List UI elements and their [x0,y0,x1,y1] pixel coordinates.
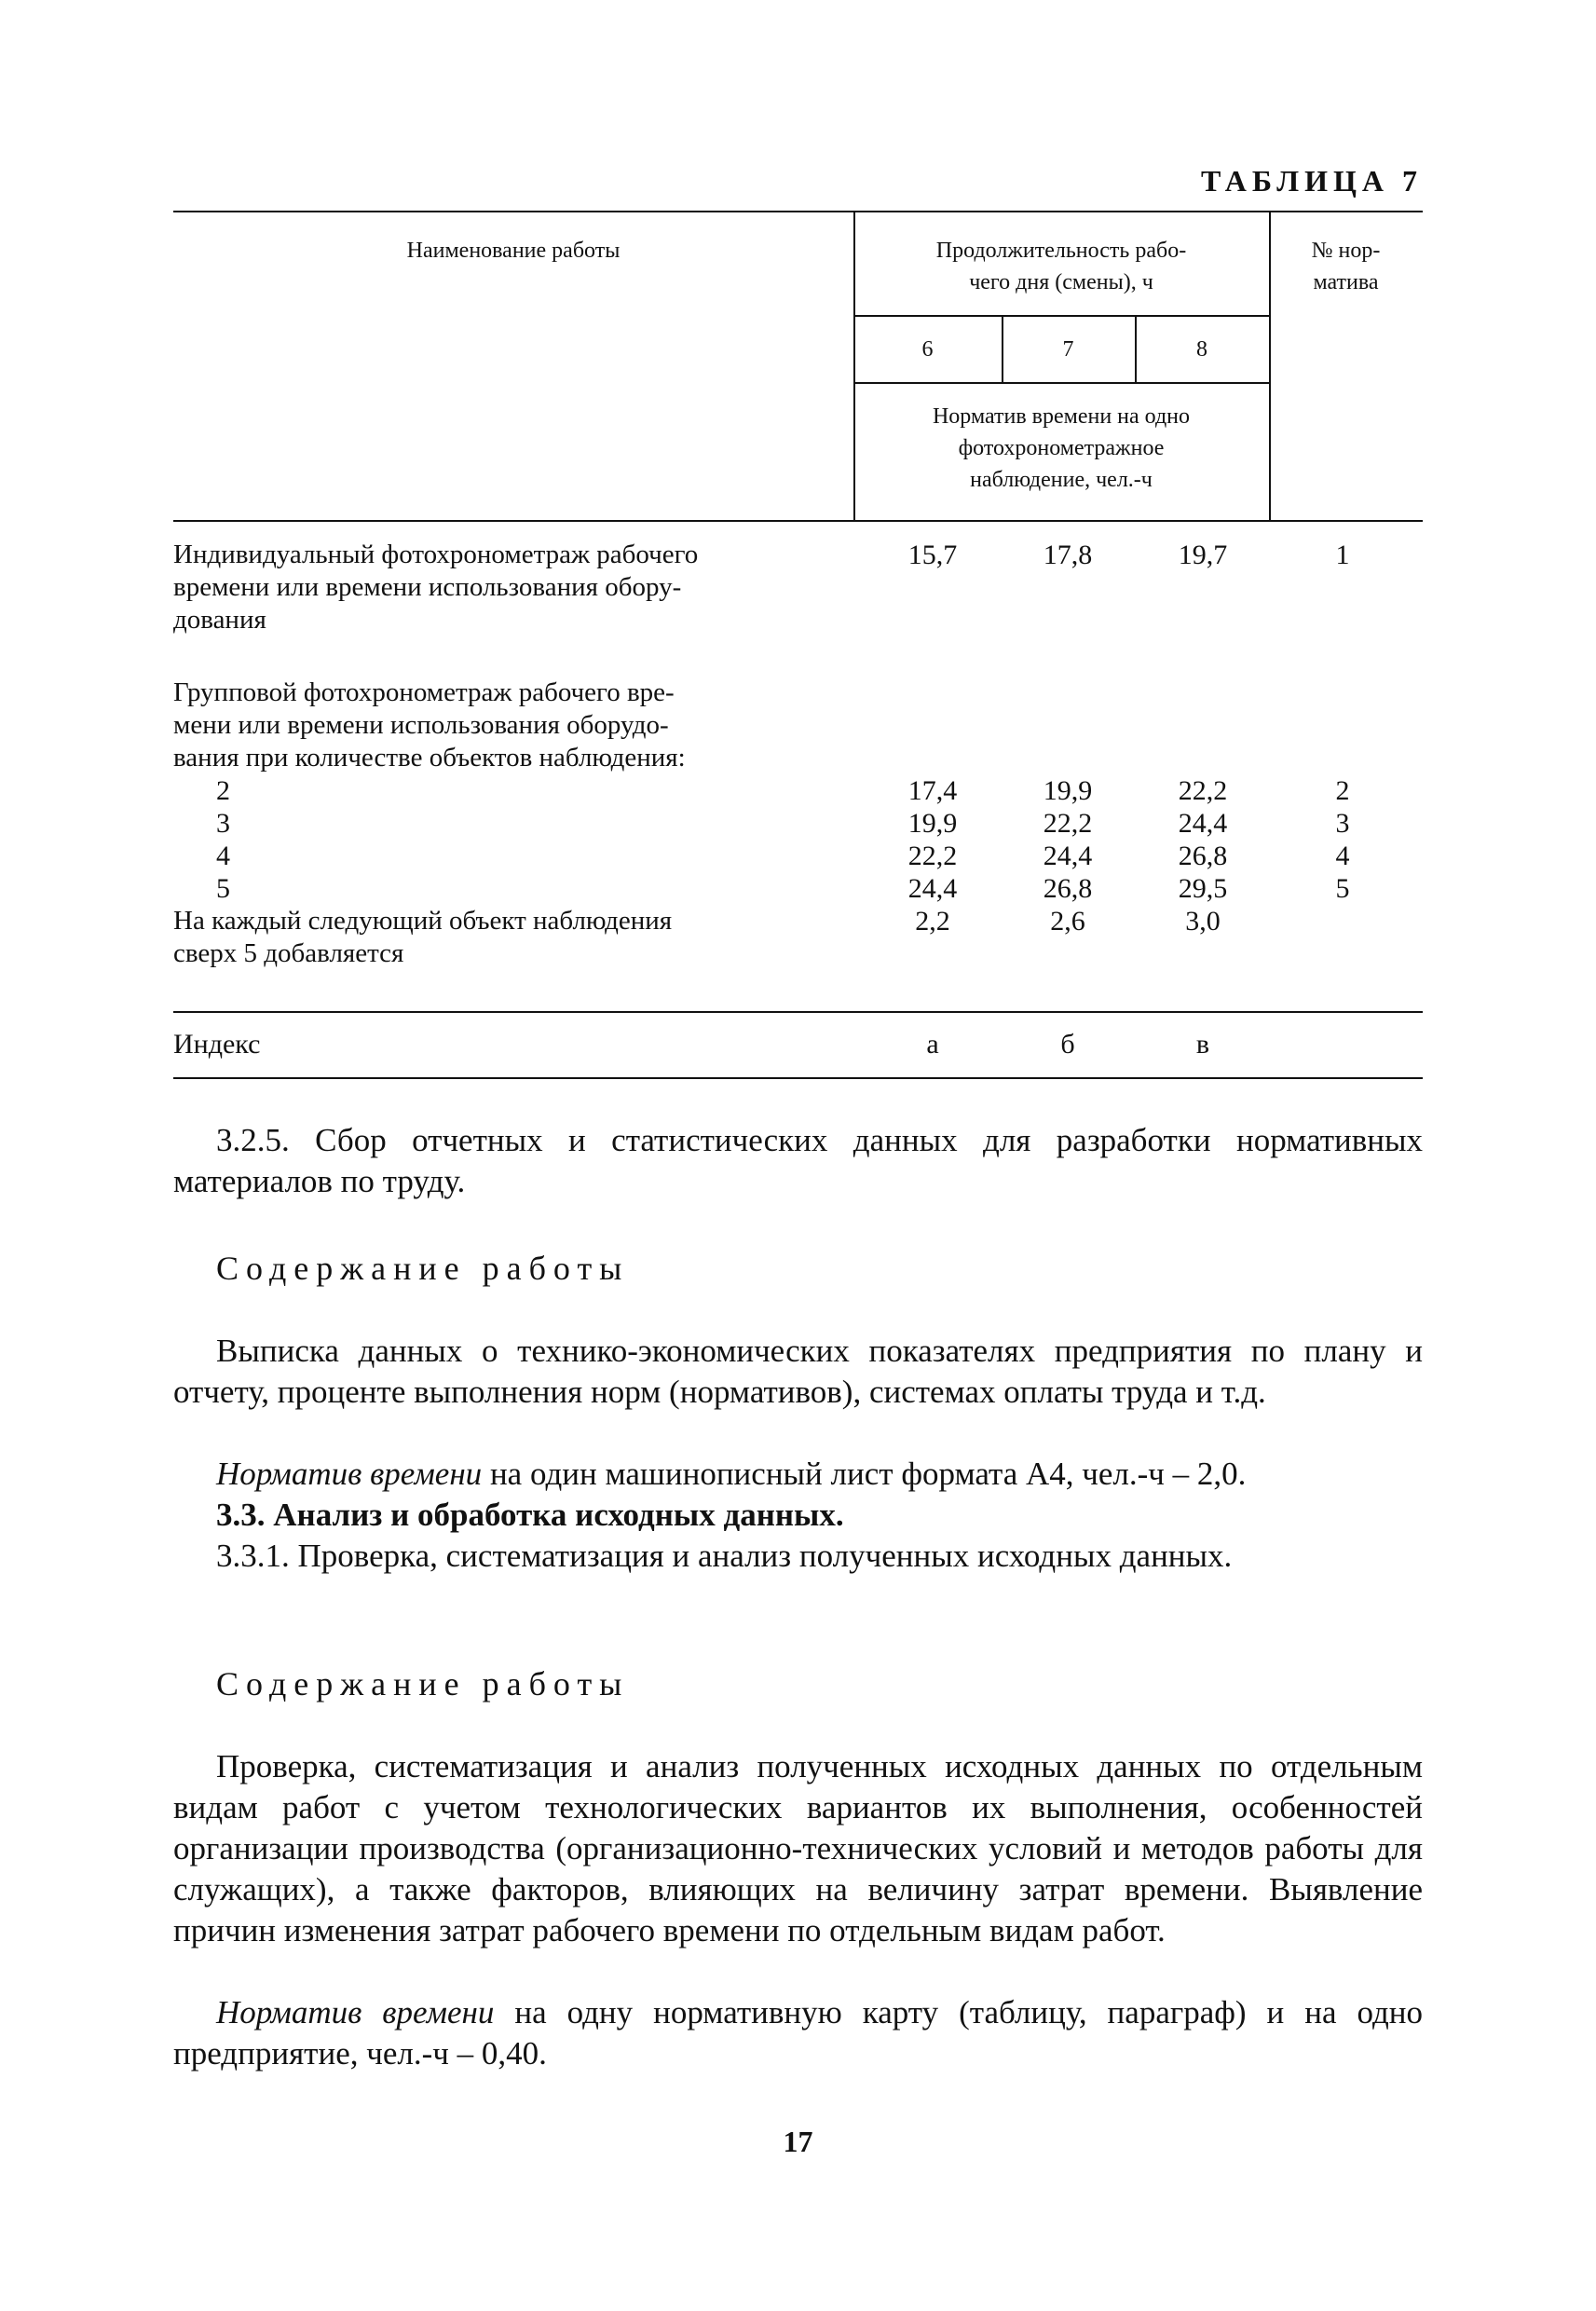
paragraph-check-analysis: Проверка, систематизация и анализ полученных исходных данных по отдельным видам работ с учетом технологических вариантов их выполнения, особенностей организации производства (организационно-технических условий и методов работы для служащих), а также факторов, влияющих на величину затрат времени. Выявление причин изменения затрат рабочего времени по отдельным видам работ. [173,1748,1423,1949]
table-caption: ТАБЛИЦА 7 [1201,164,1423,198]
group-4-val-7: 24,4 [1043,841,1093,871]
group-count-4: 4 [216,841,230,871]
time-norm-label-2: Норматив времени [216,1994,495,2031]
group-5-val-8: 29,5 [1178,873,1228,904]
duration-sub-rule [853,315,1269,317]
time-norm-rest-1: на один машинописный лист формата А4, чел.-ч – 2,0. [482,1456,1247,1492]
paragraph-extract: Выписка данных о технико-экономических показателях предприятия по плану и отчету, проценте выполнения норм (нормативов), системах оплаты труда и т.д. [173,1333,1423,1410]
page-number: 17 [783,2125,813,2158]
row-extra-val-8: 3,0 [1185,906,1221,937]
paragraph-3-3-1: 3.3.1. Проверка, систематизация и анализ полученных исходных данных. [216,1538,1233,1574]
header-duration-line1: Продолжительность рабо- [935,239,1187,263]
row-group-line2: мени или времени использования оборудо- [173,710,669,740]
header-duration-line2: чего дня (смены), ч [969,270,1153,294]
heading-work-content-2: Содержание работы [216,1665,630,1702]
header-hours-6: 6 [921,337,934,362]
header-norm-no-line1: № нор- [1311,239,1381,263]
row-extra-label [173,905,881,970]
row-individual-line2: времени или времени использования обору- [173,572,682,602]
row-individual-val-7: 17,8 [1043,540,1093,570]
row-individual-val-6: 15,7 [907,540,958,570]
row-individual-line3: дования [173,605,266,635]
time-norm-rest-2: на одну нормативную карту (таблицу, параграф) и на одно предприятие, чел.-ч – 0,40. [173,1994,1423,2072]
group-3-val-6: 19,9 [907,808,958,839]
row-extra-line1: На каждый следующий объект наблюдения [173,906,673,936]
header-time-norm-line1: Норматив времени на одно [932,404,1191,429]
row-individual-norm: 1 [1335,540,1350,570]
group-5-val-6: 24,4 [907,873,958,904]
header-duration [853,235,1269,298]
group-5-val-7: 26,8 [1043,873,1093,904]
header-time-norm-line3: наблюдение, чел.-ч [970,468,1153,492]
group-4-val-8: 26,8 [1178,841,1228,871]
row-individual-val-8: 19,7 [1178,540,1228,570]
group-3-norm: 3 [1335,808,1350,839]
group-2-val-6: 17,4 [907,775,958,806]
index-val-8: в [1195,1029,1210,1060]
header-norm-no-line2: матива [1313,270,1379,294]
group-count-5: 5 [216,873,230,904]
row-extra-val-6: 2,2 [915,906,950,937]
header-norm-no [1269,235,1423,298]
row-individual-line1: Индивидуальный фотохронометраж рабочего [173,540,699,569]
paragraph-time-norm-a4 [173,1454,1423,1495]
index-top-rule [173,1011,1423,1013]
paragraph-time-norm-card [173,1992,1423,2074]
row-group-line1: Групповой фотохронометраж рабочего вре- [173,677,675,707]
group-count-3: 3 [216,808,230,839]
header-bottom-rule [173,520,1423,522]
table-top-rule [173,211,1423,212]
group-3-val-7: 22,2 [1043,808,1093,839]
time-norm-label-1: Норматив времени [216,1456,483,1492]
row-individual-label [173,539,881,636]
index-val-6: а [926,1029,939,1060]
header-work-name: Наименование работы [406,239,621,263]
group-2-val-7: 19,9 [1043,775,1093,806]
group-count-2: 2 [216,775,230,806]
header-time-norm [853,401,1269,496]
paragraph-3-2-5: 3.2.5. Сбор отчетных и статистических данных для разработки нормативных материалов по труду. [173,1122,1423,1199]
row-extra-val-7: 2,6 [1050,906,1085,937]
group-5-norm: 5 [1335,873,1350,904]
hours-sub-rule [853,382,1269,384]
heading-work-content-1: Содержание работы [216,1250,630,1287]
header-hours-7: 7 [1062,337,1074,362]
row-group-label [173,677,881,774]
index-label: Индекс [173,1029,261,1060]
header-time-norm-line2: фотохронометражное [958,436,1165,460]
group-2-val-8: 22,2 [1178,775,1228,806]
header-hours-8: 8 [1196,337,1207,362]
group-3-val-8: 24,4 [1178,808,1228,839]
table-bottom-rule [173,1077,1423,1079]
row-group-line3: вания при количестве объектов наблюдения: [173,743,686,773]
index-val-7: б [1060,1029,1075,1060]
section-3-3-heading: 3.3. Анализ и обработка исходных данных. [216,1497,844,1533]
group-4-val-6: 22,2 [907,841,958,871]
group-2-norm: 2 [1335,775,1350,806]
group-4-norm: 4 [1335,841,1350,871]
row-extra-line2: сверх 5 добавляется [173,938,404,968]
